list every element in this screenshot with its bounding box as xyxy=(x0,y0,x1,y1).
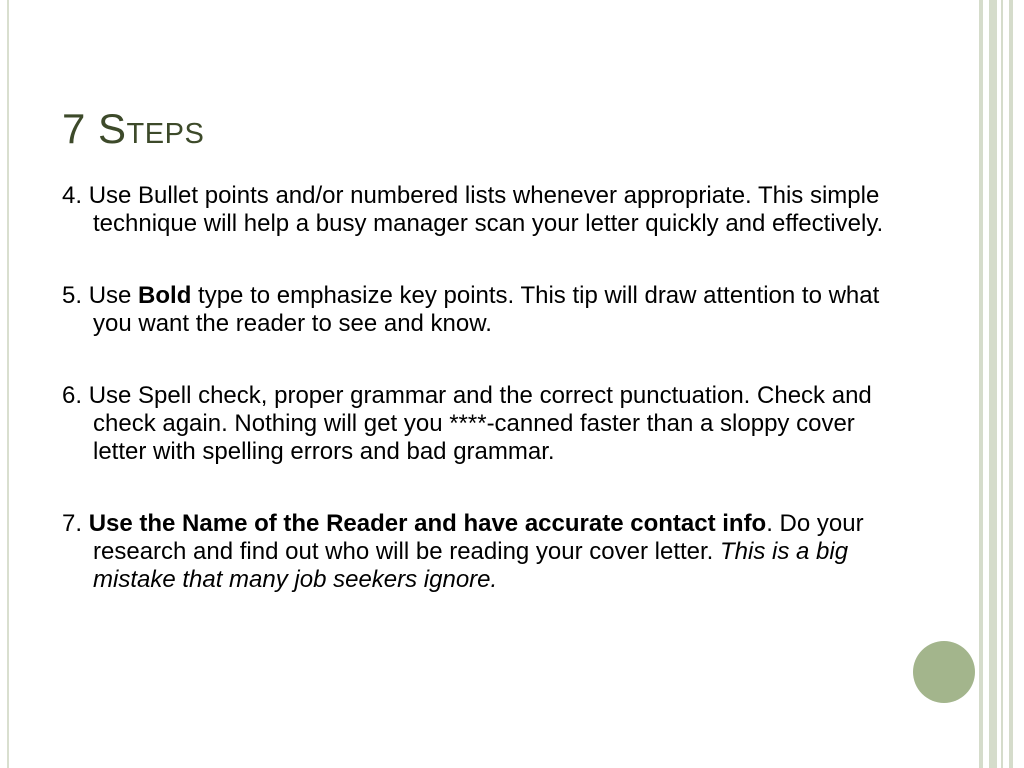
decorative-circle xyxy=(913,641,975,703)
steps-list xyxy=(62,182,902,638)
step-text: Use Bullet points and/or numbered lists whenever appropriate. This simple technique will help a busy manager scan your letter quickly and effectively. xyxy=(88,182,884,237)
step-4 xyxy=(62,182,902,238)
frame-stripe xyxy=(1013,0,1024,768)
step-text: type to emphasize key points. This tip will draw attention to what you want the reader to see and know. xyxy=(93,282,880,337)
slide-frame-right xyxy=(979,0,1024,768)
step-bold-text: Use the Name of the Reader and have accurate contact info xyxy=(88,510,767,537)
step-number: 5. xyxy=(62,282,89,309)
step-text: Use Spell check, proper grammar and the correct punctuation. Check and check again. Nothing will get you ****-canned faster than a sloppy cover letter with spelling errors and bad grammar. xyxy=(88,382,872,465)
step-bold-text: Bold xyxy=(138,282,192,309)
step-number: 7. xyxy=(62,510,89,537)
frame-stripe xyxy=(989,0,997,768)
step-text: . Do your research and find out who will be reading your cover letter. xyxy=(93,510,864,565)
slide-title: 7 Steps xyxy=(62,105,205,152)
step-7 xyxy=(62,510,902,594)
step-number: 6. xyxy=(62,382,89,409)
step-6 xyxy=(62,382,902,466)
step-italic-text: This is a big mistake that many job seekers ignore. xyxy=(93,538,849,593)
step-text: Use xyxy=(88,282,139,309)
slide-frame-left xyxy=(7,0,9,768)
step-5 xyxy=(62,282,902,338)
step-number: 4. xyxy=(62,182,89,209)
